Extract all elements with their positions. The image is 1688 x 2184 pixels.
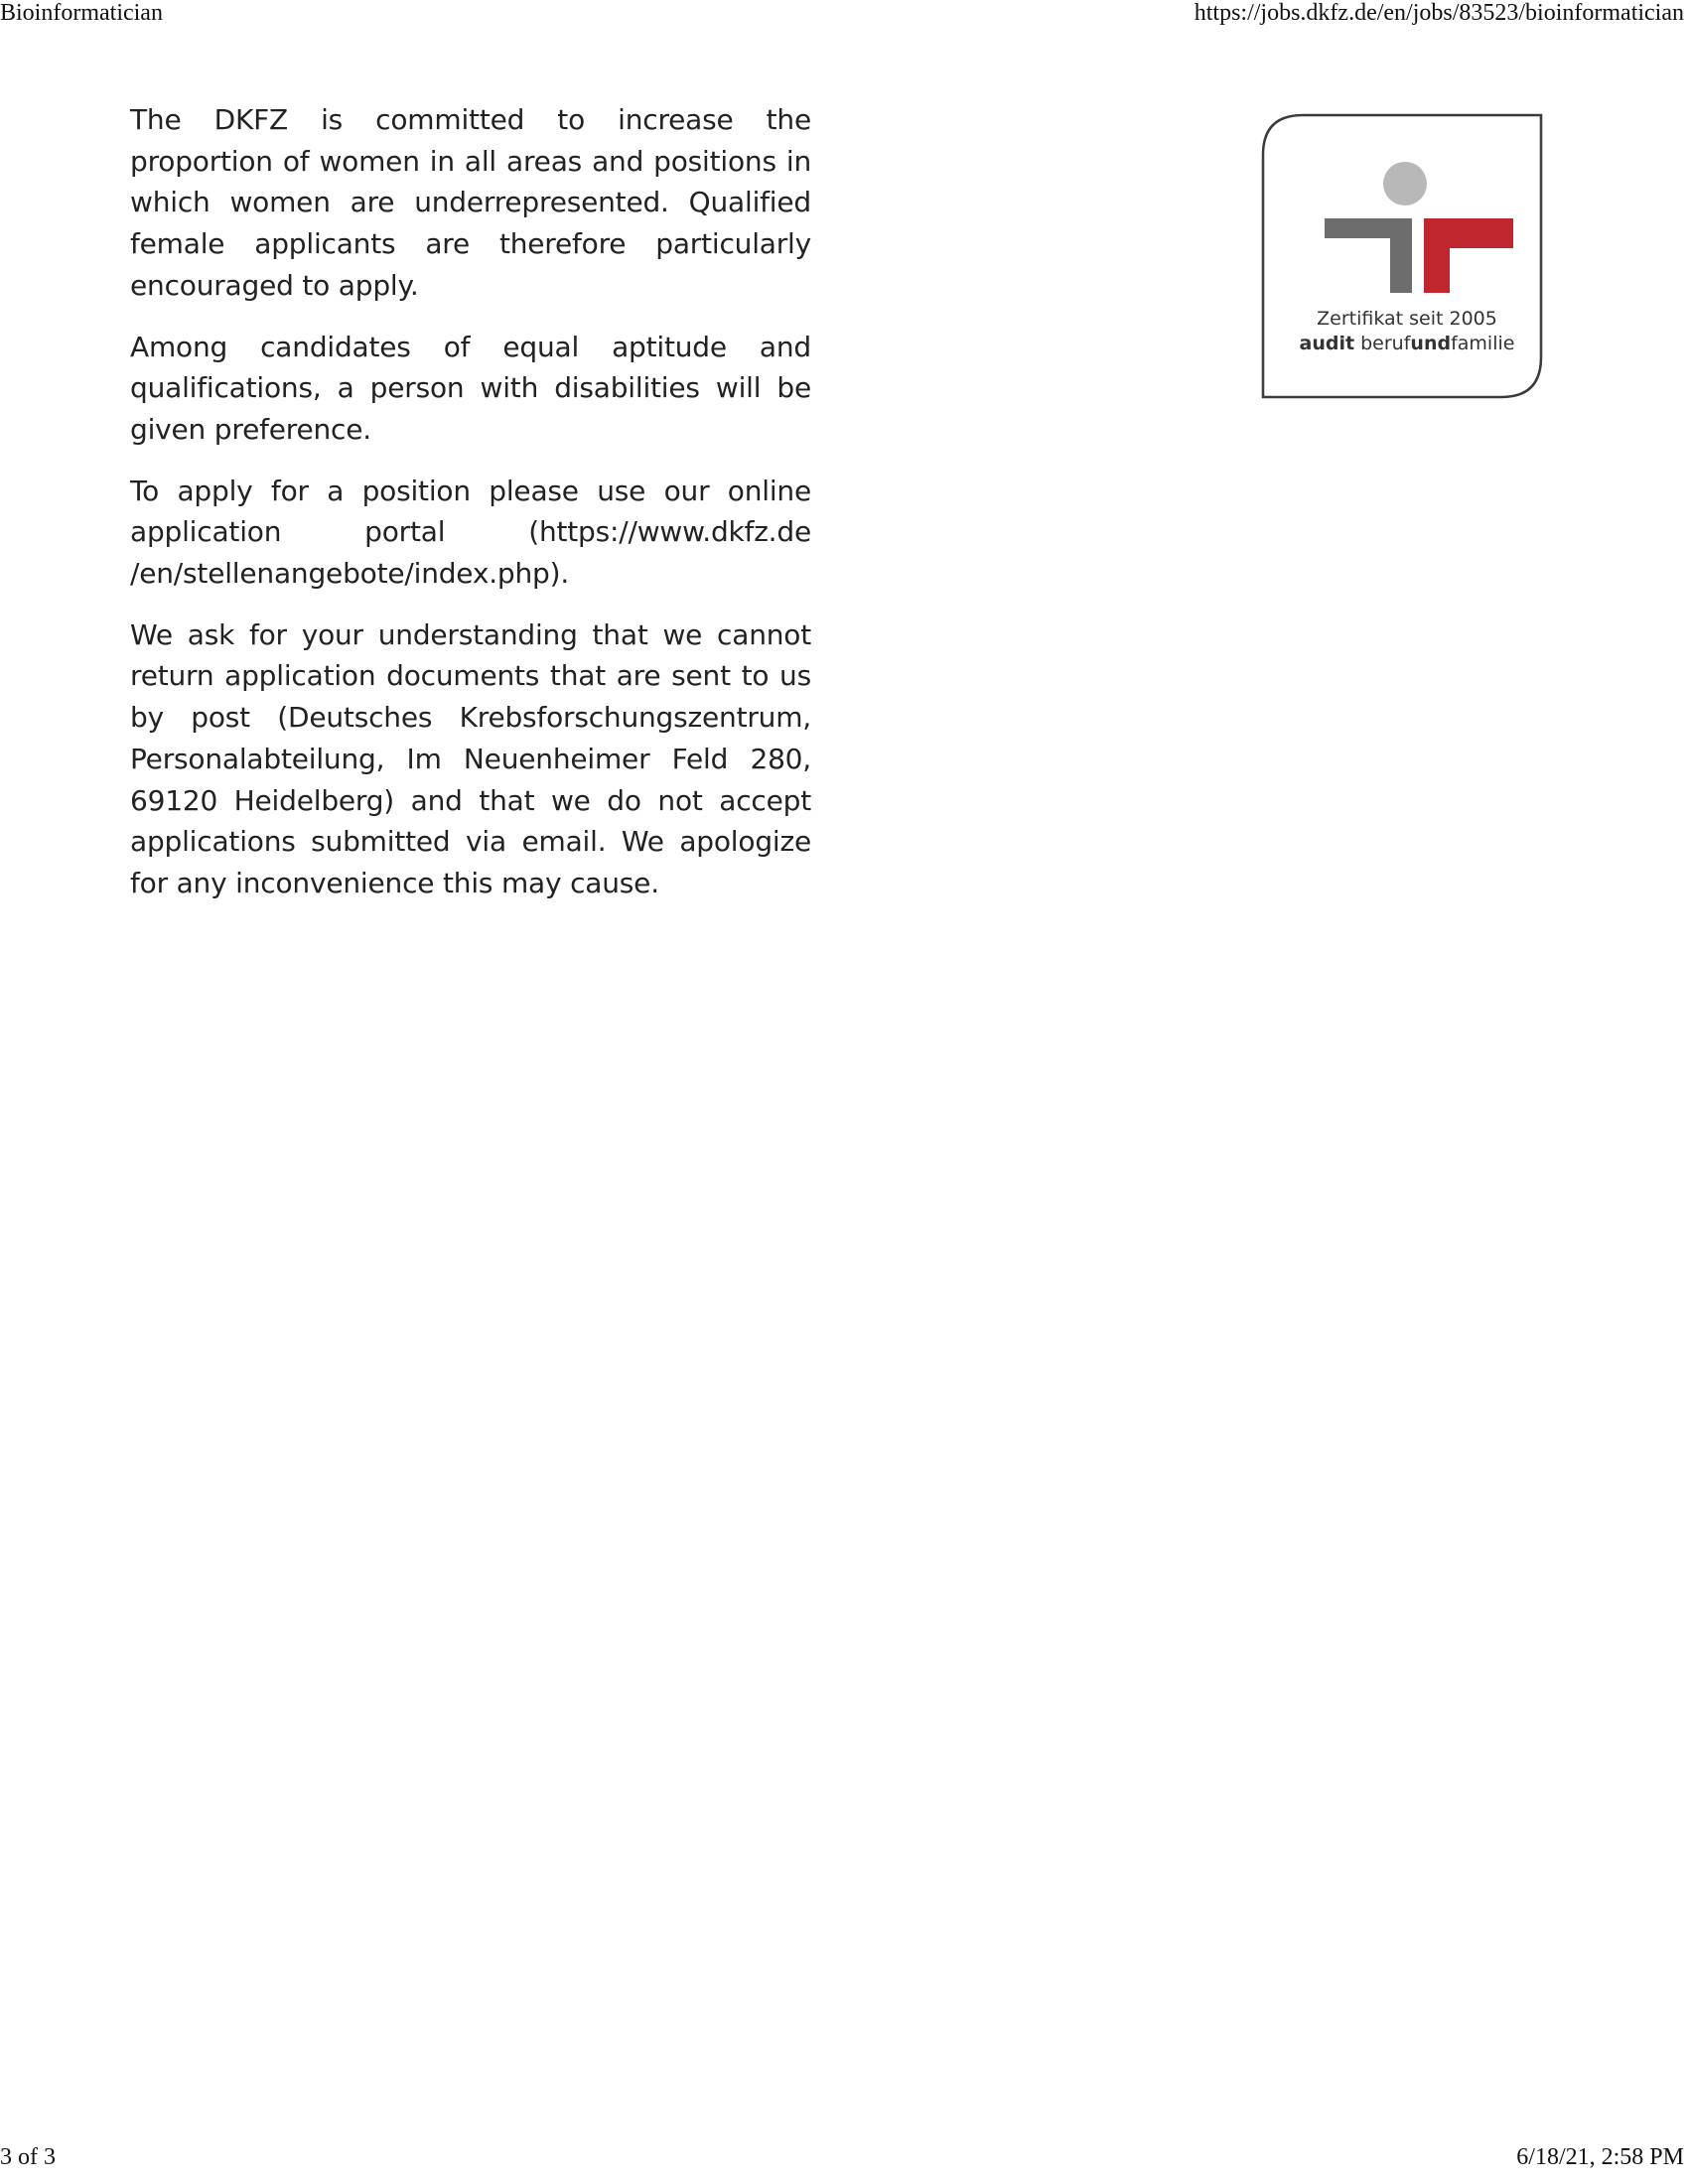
paragraph-apply: To apply for a position please use our online application portal (https://www.dkfz.de /en/stellenangebote/index.php). <box>130 474 811 591</box>
paragraph-equal-opportunity: The DKFZ is committed to increase the proportion of women in all areas and positions in which women are underrepresented. Qualified female applicants are therefore particularly encouraged to apply. <box>130 103 811 302</box>
logo-line1: Zertifikat seit 2005 <box>1317 308 1497 330</box>
print-footer <box>0 2144 1688 2178</box>
audit-berufundfamilie-logo <box>1253 109 1551 407</box>
job-description-text <box>130 99 811 924</box>
page-title: Bioinformatician <box>0 0 163 26</box>
logo-line2: audit berufundfamilie <box>1299 333 1515 354</box>
page-number: 3 of 3 <box>0 2144 56 2170</box>
paragraph-disability: Among candidates of equal aptitude and qualifications, a person with disabilities will be given preference. <box>130 330 811 446</box>
page-url: https://jobs.dkfz.de/en/jobs/83523/bioinformatician <box>1194 0 1684 26</box>
head-circle <box>1383 162 1427 205</box>
paragraph-documents: We ask for your understanding that we cannot return application documents that are sent to us by post (Deutsches Krebsforschungszentrum, Personalabteilung, Im Neuenheimer Feld 280, 69120 Heidelberg) and that we do not accept applications submitted via email. We apologize for any inconvenience this may cause. <box>130 617 811 899</box>
print-header <box>0 0 1688 34</box>
print-timestamp: 6/18/21, 2:58 PM <box>1516 2144 1684 2170</box>
